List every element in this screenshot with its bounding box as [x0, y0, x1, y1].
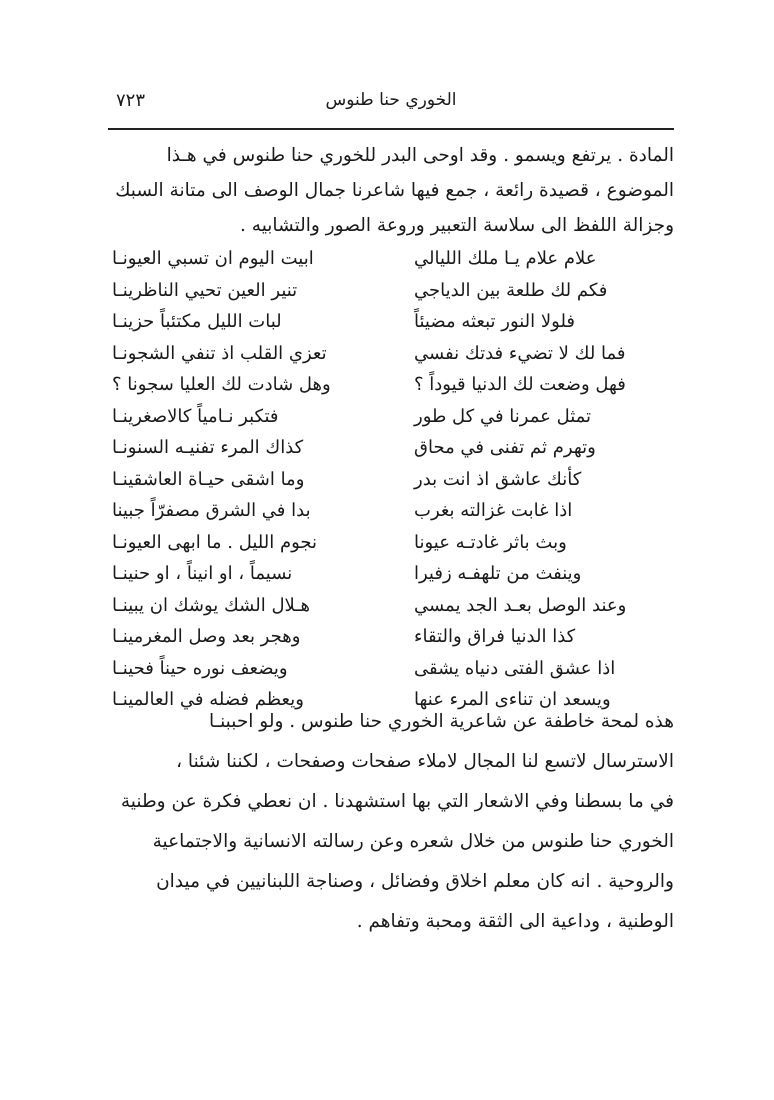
verse-first-hemistich: وعند الوصل بعـد الجد يمسي	[414, 594, 627, 616]
verse-row	[112, 371, 676, 403]
verse-second-hemistich: نجوم الليل . ما ابهى العيونـا	[112, 531, 318, 553]
verse-first-hemistich: اذا غابت غزالته بغرب	[414, 500, 573, 521]
verse-row	[112, 623, 676, 655]
text-line: الوطنية ، وداعية الى الثقة ومحبة وتفاهم .	[356, 911, 674, 932]
intro-paragraph	[108, 138, 674, 243]
verse-row	[112, 434, 676, 466]
verse-row	[112, 308, 676, 340]
running-header	[108, 86, 674, 122]
verse-row	[112, 592, 676, 624]
verse-second-hemistich: وهل شادت لك العليا سجونا ؟	[112, 374, 331, 395]
verse-second-hemistich: كذاك المرء تفنيـه السنونـا	[112, 437, 304, 458]
verse-first-hemistich: وينفث من تلهفـه زفيرا	[414, 563, 582, 584]
text-line: الاسترسال لاتسع لنا المجال لاملاء صفحات وصفحات ، لكننا شئنا ،	[176, 751, 674, 772]
text-line: المادة . يرتفع ويسمو . وقد اوحى البدر للخوري حنا طنوس في هـذا	[166, 145, 674, 166]
verse-second-hemistich: ابيت اليوم ان تسبي العيونـا	[112, 248, 314, 269]
verse-first-hemistich: وتهرم ثم تفنى في محاق	[414, 437, 596, 458]
verse-row	[112, 560, 676, 592]
verse-first-hemistich: فما لك لا تضيء فدتك نفسي	[414, 342, 626, 364]
verse-row	[112, 497, 676, 529]
verse-row	[112, 277, 676, 309]
verse-second-hemistich: ويعظم فضله في العالمينـا	[112, 689, 304, 710]
verse-first-hemistich: وبث باثر غادتـه عيونا	[414, 531, 567, 553]
text-line: الخوري حنا طنوس من خلال شعره وعن رسالته الانسانية والاجتماعية	[152, 831, 674, 852]
verse-first-hemistich: كذا الدنيا فراق والتقاء	[414, 626, 576, 647]
verse-second-hemistich: بدا في الشرق مصفرّاً جبينا	[112, 500, 311, 521]
verse-first-hemistich: فهل وضعت لك الدنيا قيوداً ؟	[414, 374, 626, 395]
text-line: هذه لمحة خاطفة عن شاعرية الخوري حنا طنوس . ولو احببنـا	[209, 711, 674, 732]
page-number: ٧٢٣	[116, 90, 146, 111]
verse-first-hemistich: فكم لك طلعة بين الدياجي	[414, 279, 608, 301]
verse-second-hemistich: وهجر بعد وصل المغرمينـا	[112, 626, 301, 647]
verse-first-hemistich: فلولا النور تبعثه مضيئاً	[414, 311, 576, 332]
verse-first-hemistich: اذا عشق الفتى دنياه يشقى	[414, 657, 616, 679]
verse-row	[112, 655, 676, 687]
verse-second-hemistich: نسيماً ، او انيناً ، او حنينـا	[112, 563, 293, 584]
closing-paragraph	[108, 702, 674, 942]
verse-second-hemistich: لبات الليل مكتئباً حزينـا	[112, 311, 282, 332]
verse-row	[112, 529, 676, 561]
verse-row	[112, 403, 676, 435]
running-title: الخوري حنا طنوس	[325, 90, 457, 110]
text-line: الموضوع ، قصيدة رائعة ، جمع فيها شاعرنا جمال الوصف الى متانة السبك	[115, 180, 674, 201]
text-line: وجزالة اللفظ الى سلاسة التعبير وروعة الصور والتشابيه .	[240, 215, 674, 236]
verse-second-hemistich: تعزي القلب اذ تنفي الشجونـا	[112, 342, 327, 364]
verse-first-hemistich: ويسعد ان تناءى المرء عنها	[414, 689, 611, 710]
header-rule	[108, 128, 674, 130]
poem	[112, 245, 676, 718]
verse-first-hemistich: علام علام يـا ملك الليالي	[414, 248, 597, 269]
text-line: في ما بسطنا وفي الاشعار التي بها استشهدنا . ان نعطي فكرة عن وطنية	[120, 791, 674, 812]
verse-row	[112, 340, 676, 372]
verse-first-hemistich: تمثل عمرنا في كل طور	[414, 405, 592, 427]
verse-second-hemistich: هـلال الشك يوشك ان يبينـا	[112, 594, 311, 616]
verse-second-hemistich: تنير العين تحيي الناظرينـا	[112, 279, 298, 301]
verse-second-hemistich: ويضعف نوره حيناً فحينـا	[112, 657, 288, 679]
verse-row	[112, 245, 676, 277]
verse-second-hemistich: وما اشقى حيـاة العاشقينـا	[112, 468, 305, 490]
verse-row	[112, 466, 676, 498]
verse-first-hemistich: كأنك عاشق اذ انت بدر	[414, 468, 582, 490]
verse-second-hemistich: فتكبر نـامياً كالاصغرينـا	[112, 405, 279, 427]
text-line: والروحية . انه كان معلم اخلاق وفضائل ، وصناجة اللبنانيين في ميدان	[156, 871, 674, 892]
